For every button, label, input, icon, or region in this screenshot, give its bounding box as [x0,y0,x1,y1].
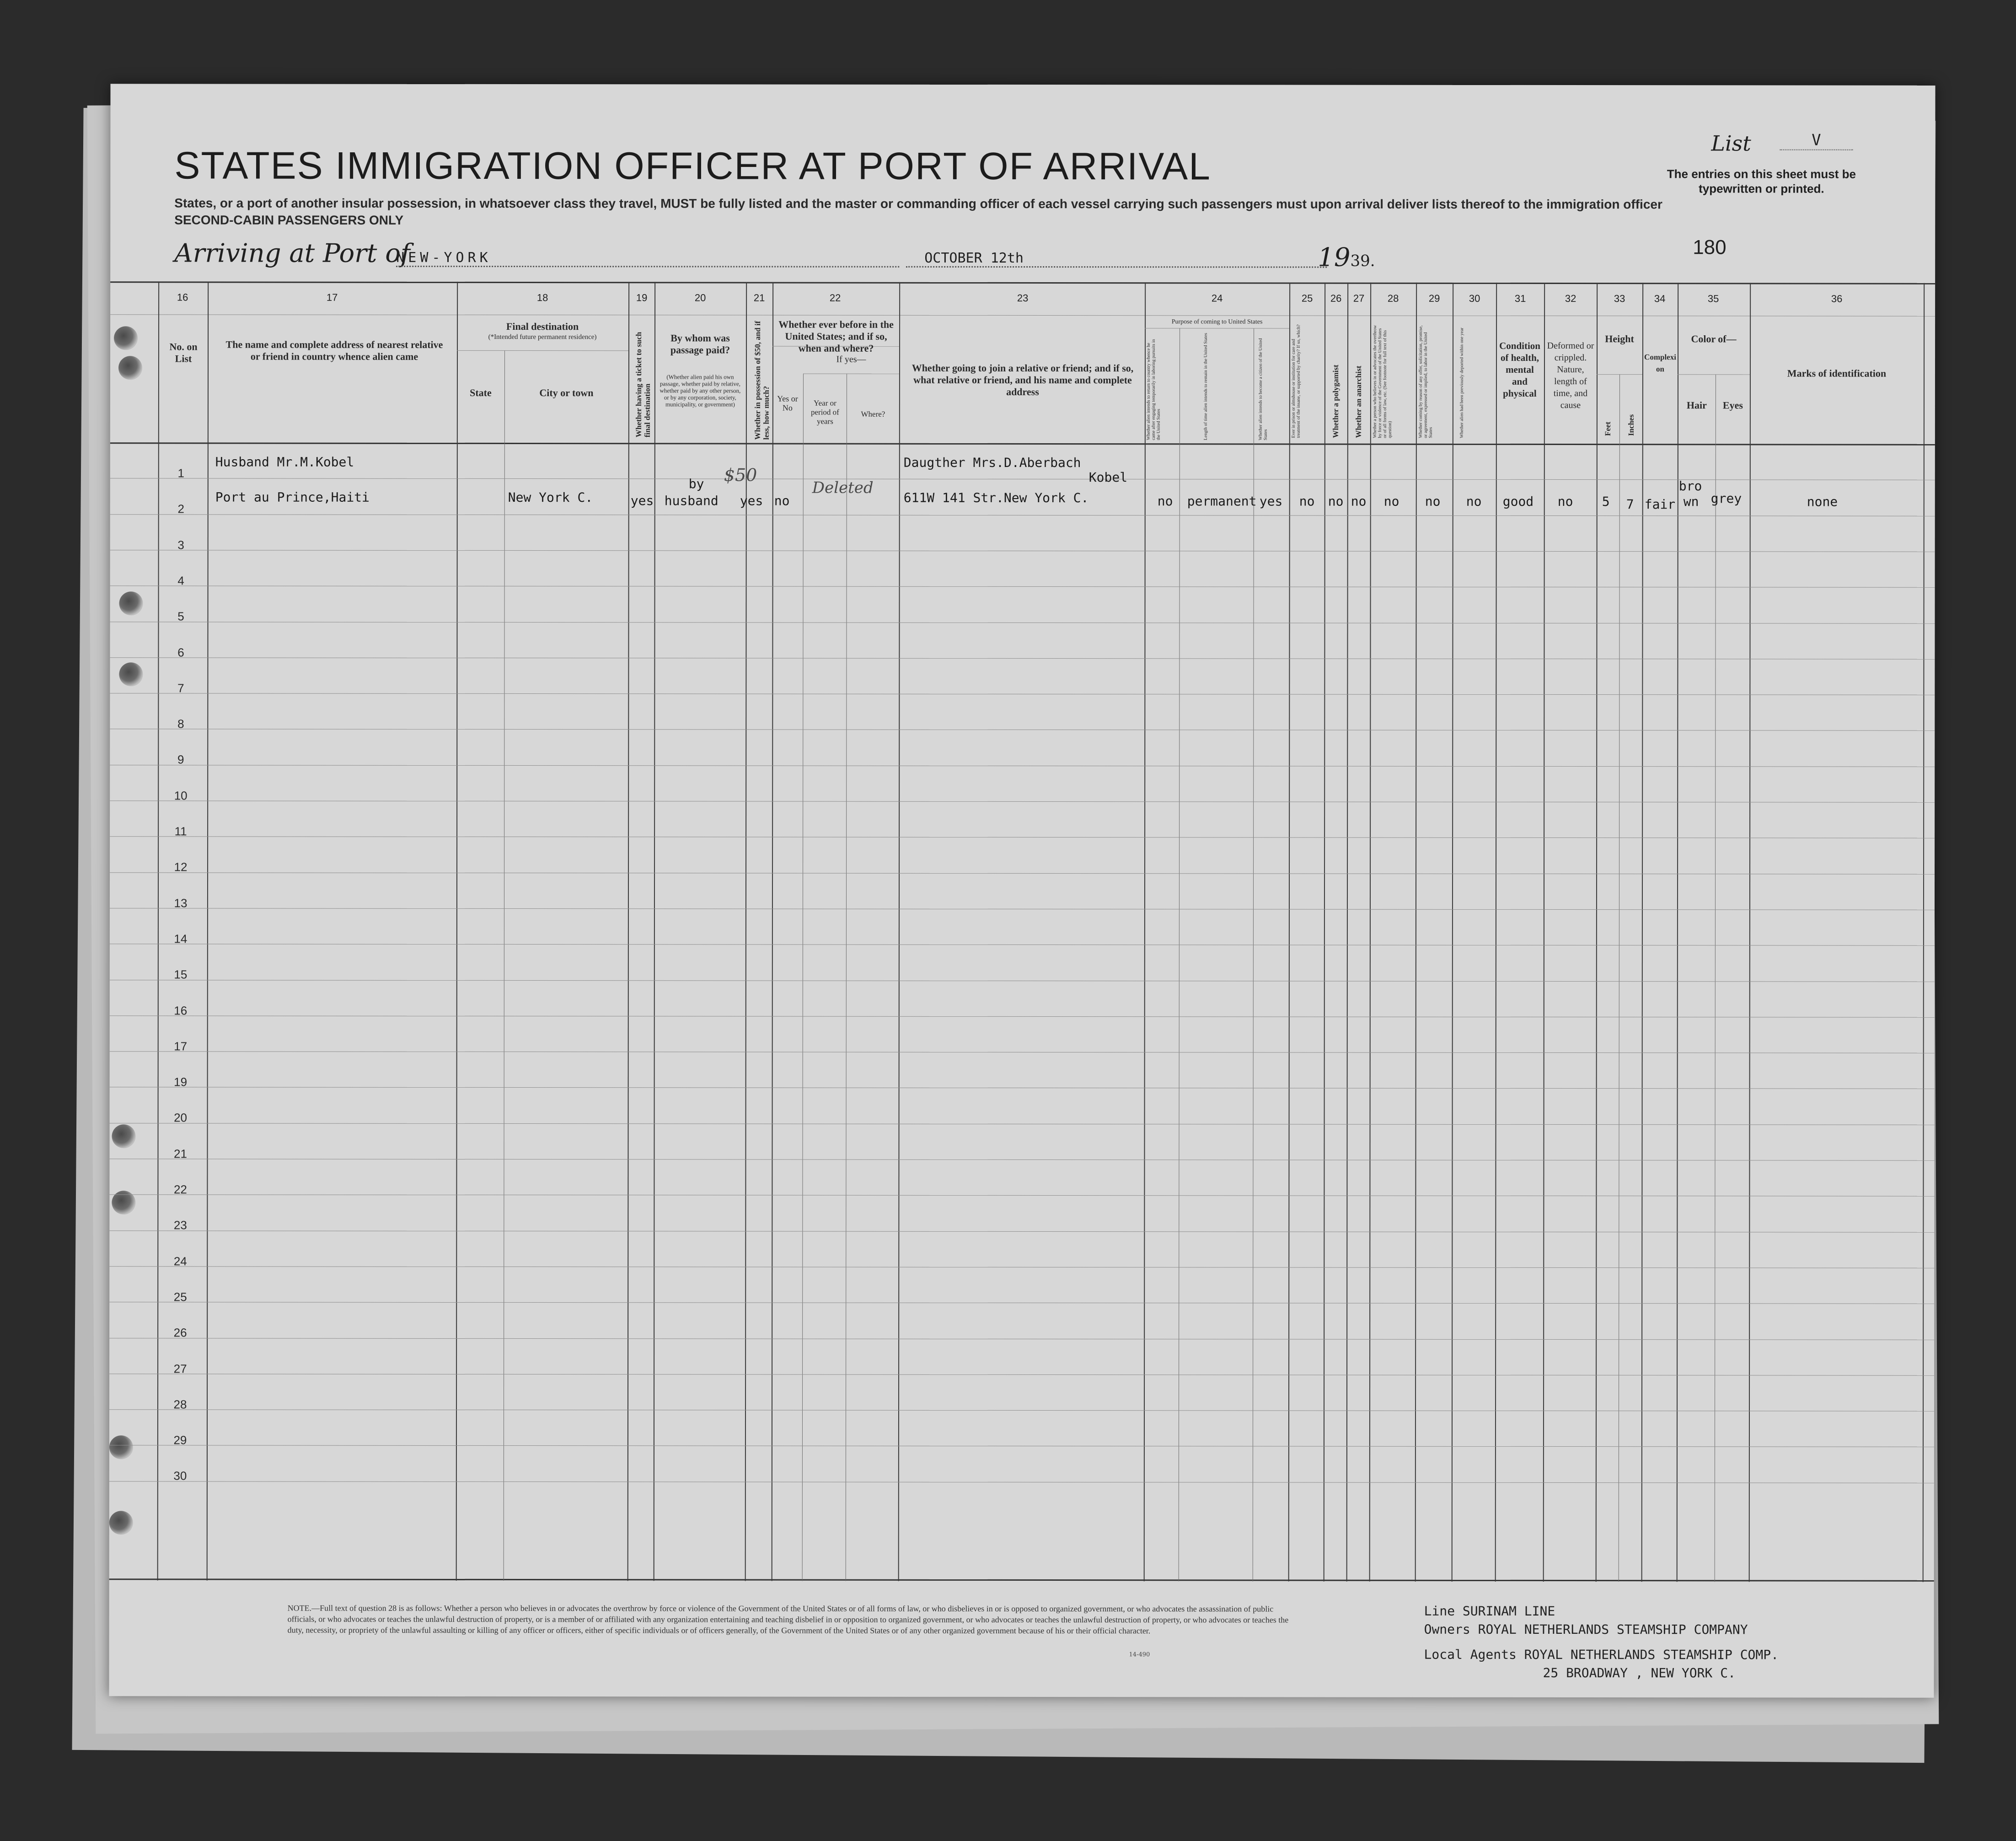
header-hair: Hair [1686,399,1707,411]
header-possession-50: Whether in possession of $50, and if less, how much? [753,321,771,440]
entry-relative-line2: Port au Prince,Haiti [215,489,370,505]
col-rule [1495,283,1497,1582]
manifest-table [109,281,1935,1582]
header-marks: Marks of identification [1787,367,1887,379]
col-rule [1715,374,1716,1582]
row-number: 23 [173,1218,187,1232]
manifest-page [109,84,1935,1697]
row-rule [109,1266,1934,1268]
page-number: 180 [1693,236,1726,259]
row-rule [110,657,1935,659]
row-rule [110,944,1935,945]
steamship-line: Line SURINAM LINE [1424,1603,1555,1619]
col-rule [1677,283,1678,1582]
col-number: 34 [1654,293,1666,305]
col-rule [1415,283,1417,1582]
header-health: Condition of health, mental and physical [1499,340,1540,399]
entry-money-handwritten: $50 [724,465,757,485]
col-number: 32 [1565,293,1576,305]
col-number: 17 [326,291,338,303]
row-number: 15 [174,967,188,982]
header-yes-or-no: Yes or No [777,394,798,413]
col-number: 22 [829,292,841,304]
header-polygamist: Whether a polygamist [1331,365,1340,438]
col-rule [846,374,847,1581]
entry-complexion: fair [1644,497,1676,512]
row-rule [110,622,1935,623]
subtitle-line1: States, or a port of another insular possession, in whatsoever class they travel, MUST be fully listed and the master or commanding officer of each vessel carrying such passengers must upon arrival deliver lists thereof to the immigration officer [174,196,1662,212]
header-final-destination-note: (*Intended future permanent residence) [488,333,597,341]
col-rule [1641,283,1643,1582]
entry-relative-line1: Husband Mr.M.Kobel [215,454,354,470]
row-number: 28 [173,1397,187,1412]
header-question-28: Whether a person who believes in or advocates the overthrow by force or violence of the Government of the United States or of all forms of law, etc. (See footnote for full text of this question) [1372,325,1393,438]
entry-marks: none [1807,494,1838,510]
col-rule [157,281,159,1580]
col-rule [1749,283,1751,1582]
list-value: V [1780,131,1853,150]
row-number: 21 [174,1147,187,1161]
col-number: 25 [1301,292,1313,304]
steamship-owners: Owners ROYAL NETHERLANDS STEAMSHIP COMPANY [1424,1621,1748,1637]
col-rule [1288,283,1290,1582]
entry-health: good [1502,494,1534,509]
sub-rule [1597,374,1642,375]
row-rule [110,550,1935,552]
list-label: List [1711,131,1751,156]
entry-ticket: yes [630,493,654,509]
col-rule [772,282,773,1581]
entries-note: The entries on this sheet must be typewritten or printed. [1667,167,1856,196]
row-rule [109,1302,1934,1304]
page-title: STATES IMMIGRATION OFFICER AT PORT OF ARRIVAL [174,144,1211,188]
col-number: 29 [1428,292,1440,304]
header-final-destination: Final destination [506,321,579,333]
arriving-label: Arriving at Port of [174,238,410,268]
row-number: 27 [173,1361,187,1375]
entry-hair-line1: bro [1678,478,1702,494]
row-number: 9 [177,752,184,767]
col-number: 26 [1330,292,1342,304]
row-number: 12 [174,860,188,874]
row-number: 16 [174,1003,188,1017]
header-purpose: Purpose of coming to United States [1171,318,1263,326]
entry-labor: no [1425,494,1441,509]
col-rule [1253,328,1254,1581]
header-length-of-stay: Length of time alien intends to remain in the United States [1203,333,1209,440]
col-rule [504,350,505,1581]
col-rule [456,282,458,1581]
row-rule [110,765,1935,767]
row-number: 5 [177,609,184,623]
row-rule [110,980,1935,982]
col-number: 36 [1831,293,1843,305]
entry-feet: 5 [1602,494,1610,510]
entry-prison: no [1299,494,1315,509]
entry-city: New York C. [508,490,593,505]
header-anarchist: Whether an anarchist [1354,365,1363,438]
header-year-period: Year or period of years [810,398,839,426]
row-rule [110,585,1935,587]
row-rule [110,1015,1935,1017]
header-if-yes: If yes— [836,354,866,365]
col-number: 35 [1707,293,1719,305]
header-eyes: Eyes [1722,399,1743,411]
row-number: 2 [177,502,184,516]
col-number: 21 [753,292,765,304]
row-number: 25 [173,1290,187,1304]
row-rule [110,1051,1935,1053]
arriving-date: OCTOBER 12th [906,250,1327,268]
header-ticket: Whether having a ticket to such final destination [634,332,652,438]
row-number: 20 [174,1111,188,1125]
col-number: 16 [177,291,188,303]
row-number: 14 [174,932,188,946]
header-passage-paid: By whom was passage paid? [670,332,730,356]
header-return-intent: Whether alien intends to return to country whence he came after engaging temporarily in laboring pursuits in the United States [1146,339,1161,440]
row-rule [110,872,1935,874]
entry-deported: no [1466,494,1482,509]
header-ever-before: Whether ever before in the United States; and if so, when and where? [778,318,894,354]
row-number: 29 [173,1433,187,1447]
col-number: 33 [1614,293,1625,305]
footnote-question-28: NOTE.—Full text of question 28 is as follows: Whether a person who believes in or advocates the overthrow by force or violence of the Government of the United States or of all forms of law, or who disbelieves in or is opposed to organized government, or who advocates the assassination of public officials, or who advocates or teaches the unlawful destruction of property, or is a member of or affiliated with any organization entertaining and teaching disbelief in or opposition to organized government, or who advocates or teaches the unlawful destruction of property, or who advocates or teaches the duty, necessity, or propriety of the unlawful assaulting or killing of any officer or officers, either of specific individuals or of officers generally, of the Government of the United States or of any other organized government because of his or their official character. [287,1603,1289,1636]
row-rule [110,514,1935,516]
agents-address: 25 BROADWAY , NEW YORK C. [1543,1665,1736,1681]
sub-rule [457,350,628,351]
row-number: 7 [177,681,184,695]
header-city: City or town [539,387,594,399]
header-complexion: Complexion [1644,353,1676,374]
col-rule [1324,283,1325,1582]
row-rule [109,1409,1934,1411]
col-rule [898,282,900,1581]
col-rule [1179,328,1180,1581]
col-rule [1543,283,1545,1582]
row-number: 6 [177,645,184,659]
row-number: 8 [177,717,184,731]
col-number: 18 [536,292,548,304]
col-number: 31 [1514,292,1526,304]
header-going-to-join: Whether going to join a relative or friend; and if so, what relative or friend, and his name and complete address [911,362,1134,398]
row-number: 19 [174,1075,188,1089]
col-number: 24 [1211,292,1223,304]
row-number: 26 [173,1326,187,1340]
entry-been-before: no [774,493,790,509]
year-prefix: 19 [1318,242,1351,273]
header-rule [110,314,1935,316]
col-number: 20 [694,292,706,304]
entry-q28: no [1383,494,1399,509]
header-feet: Feet [1603,421,1612,436]
header-labor: Whether coming by reason of any offer, solicitation, promise, or agreement, expressed or implied, to labor in the United States [1418,325,1433,438]
row-rule [109,1159,1934,1160]
col-rule [654,282,655,1581]
row-rule [109,1195,1934,1197]
row-number: 10 [174,789,188,803]
year-suffix: 39. [1350,252,1375,270]
subtitle-line2: SECOND-CABIN PASSENGERS ONLY [174,213,404,227]
entry-has-50: yes [740,493,763,509]
row-rule [109,1445,1934,1447]
entry-deformed: no [1557,494,1573,510]
col-rule [1144,282,1146,1581]
header-deformed: Deformed or crippled. Nature, length of time, and cause [1547,341,1594,411]
header-deported: Whether alien had been previously deported within one year [1459,327,1465,438]
entry-paid-by-line2: husband [664,493,718,509]
row-number: 3 [177,537,184,552]
row-number: 4 [177,574,184,588]
entry-join-line1: Daugther Mrs.D.Aberbach [903,455,1081,471]
col-rule [1923,283,1925,1582]
col-number: 28 [1387,292,1399,304]
header-height: Height [1605,333,1634,345]
entry-length-of-stay: permanent [1187,494,1257,509]
header-nearest-relative: The name and complete address of nearest relative or friend in country whence alien came [225,338,443,362]
row-rule [110,837,1935,838]
row-number: 13 [174,896,188,910]
row-rule [109,1230,1934,1232]
header-citizen: Whether alien intends to become a citizen of the United States [1258,338,1268,440]
col-rule [207,281,209,1580]
col-number: 30 [1469,292,1480,304]
col-rule [1346,283,1348,1582]
row-rule [110,1123,1935,1125]
row-number: 17 [174,1039,188,1053]
header-where: Where? [861,409,885,419]
sub-rule [1678,374,1750,375]
entry-inches: 7 [1626,497,1634,512]
row-rule [109,1374,1934,1375]
header-bottom-rule [110,442,1935,445]
header-passage-paid-note: (Whether alien paid his own passage, whether paid by relative, whether paid by any other person, or by any corporation, society, municipality, or government) [659,373,741,408]
header-color-of: Color of— [1691,333,1737,345]
col-number: 23 [1017,292,1029,304]
row-number: 22 [173,1182,187,1197]
entry-join-line1b: Kobel [1088,470,1128,485]
header-state: State [470,386,492,398]
row-rule [110,800,1935,802]
entry-join-line2: 611W 141 Str.New York C. [903,490,1089,506]
col-rule [1619,374,1620,1582]
col-rule [802,374,804,1581]
entry-been-before-handwritten: Deleted [812,478,874,497]
row-rule [110,908,1935,910]
row-number: 30 [173,1469,187,1483]
row-rule [110,729,1935,731]
header-prison: Ever in prison or almshouse or institution for care and treatment of the insane, or supported by charity? If so, which? [1291,324,1302,438]
entry-hair-line2: wn [1683,494,1699,510]
col-rule [1369,283,1371,1582]
row-number: 1 [177,466,185,480]
row-rule [110,478,1935,480]
arriving-year [1318,243,1375,273]
header-no-on-list: No. on List [169,341,198,365]
row-rule [109,1481,1934,1483]
row-number: 11 [174,824,187,838]
local-agents: Local Agents ROYAL NETHERLANDS STEAMSHIP COMP. [1424,1647,1779,1663]
entry-anarchist: no [1351,494,1367,509]
entry-eyes: grey [1710,491,1742,506]
row-rule [110,693,1935,695]
row-rule [109,1338,1934,1340]
header-inches: Inches [1626,414,1635,436]
row-rule [110,1087,1935,1089]
arriving-port: NEW-YORK [396,250,899,268]
col-number: 19 [636,292,648,304]
col-rule [1596,283,1598,1582]
col-rule [627,282,629,1581]
entry-return-intent: no [1157,494,1173,509]
entry-polygamist: no [1328,494,1344,509]
table-top-rule [110,281,1935,284]
entry-paid-by-line1: by [688,476,704,492]
entry-citizen: yes [1259,494,1283,509]
col-rule [1452,283,1453,1582]
col-number: 27 [1353,292,1365,304]
table-bottom-rule [109,1578,1934,1581]
form-code: 14-490 [1129,1651,1150,1659]
row-number: 24 [173,1254,187,1268]
